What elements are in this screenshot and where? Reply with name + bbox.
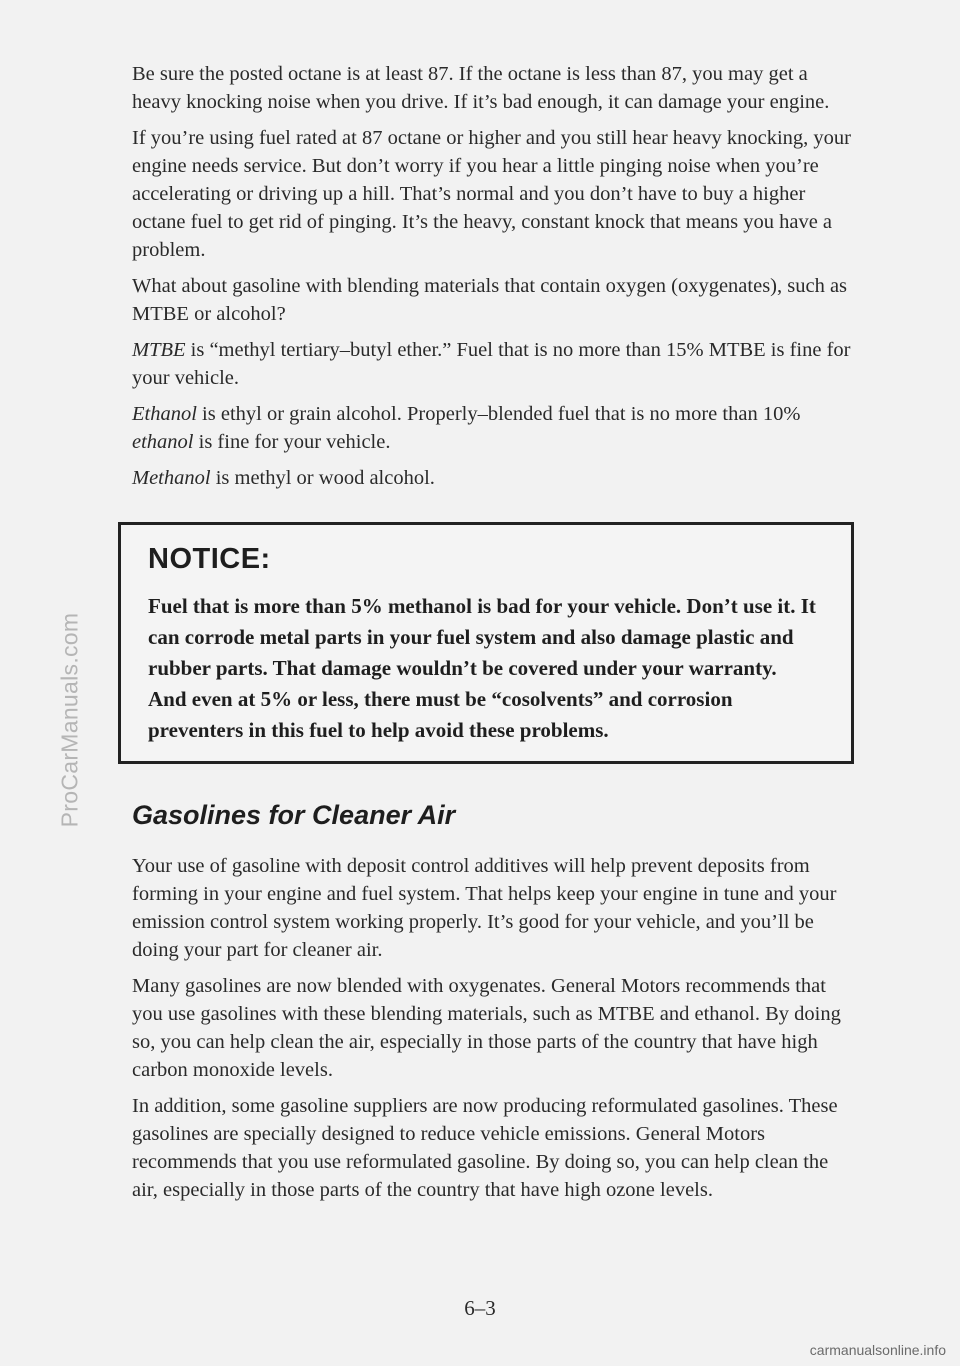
mtbe-definition: [132, 336, 852, 392]
notice-box: [118, 522, 854, 764]
side-watermark: ProCarManuals.com: [56, 612, 83, 828]
deposit-control-paragraph: Your use of gasoline with deposit control additives will help prevent deposits from forming in your engine and fuel system. That helps keep your engine in tune and your emission control system working properly. It’s good for your vehicle, and you’ll be doing your part for cleaner air.: [132, 855, 837, 961]
ethanol-term-2: ethanol: [132, 431, 194, 453]
notice-text: Fuel that is more than 5% methanol is bad for your vehicle. Don’t use it. It can corrode metal parts in your fuel system and also damage plastic and rubber parts. That damage wouldn’t be covered under your warranty. And even at 5% or less, there must be “cosolvents” and corrosion preventers in this fuel to help avoid these problems.: [148, 594, 816, 742]
octane-paragraph: Be sure the posted octane is at least 87. If the octane is less than 87, you may get a heavy knocking noise when you drive. If it’s bad enough, it can damage your engine.: [132, 63, 830, 113]
page-number: 6–3: [464, 1296, 496, 1320]
knocking-paragraph: If you’re using fuel rated at 87 octane or higher and you still hear heavy knocking, your engine needs service. But don’t worry if you hear a little pinging noise when you’re accelerating or driving up a hill. That’s normal and you don’t have to buy a higher octane fuel to get rid of pinging. It’s the heavy, constant knock that means you have a problem.: [132, 127, 851, 261]
methanol-definition: [132, 464, 852, 492]
section-heading: Gasolines for Cleaner Air: [132, 800, 456, 830]
oxygenates-paragraph: Many gasolines are now blended with oxygenates. General Motors recommends that you use gasolines with these blending materials, such as MTBE and ethanol. By doing so, you can help clean the air, especially in those parts of the country that have high carbon monoxide levels.: [132, 975, 841, 1081]
oxygenates-question: What about gasoline with blending materials that contain oxygen (oxygenates), such as MTBE or alcohol?: [132, 275, 848, 325]
ethanol-text-2: is fine for your vehicle.: [193, 431, 391, 453]
reformulated-paragraph: In addition, some gasoline suppliers are now producing reformulated gasolines. These gasolines are specially designed to reduce vehicle emissions. General Motors recommends that you use reformulated gasoline. By doing so, you can help clean the air, especially in those parts of the country that have high ozone levels.: [132, 1095, 838, 1201]
methanol-term: Methanol: [132, 467, 211, 489]
ethanol-text-1: is ethyl or grain alcohol. Properly–blended fuel that is no more than 10%: [196, 403, 801, 425]
ethanol-term: Ethanol: [132, 403, 197, 425]
mtbe-term: MTBE: [132, 339, 186, 361]
notice-title: NOTICE:: [148, 543, 271, 575]
mtbe-text: is “methyl tertiary–butyl ether.” Fuel that is no more than 15% MTBE is fine for your vehicle.: [132, 339, 851, 389]
bottom-watermark[interactable]: carmanualsonline.info: [809, 1342, 946, 1358]
ethanol-definition: [132, 400, 852, 456]
methanol-text: is methyl or wood alcohol.: [210, 467, 435, 489]
top-text-block: [132, 60, 852, 498]
section-text-block: [132, 852, 852, 1212]
